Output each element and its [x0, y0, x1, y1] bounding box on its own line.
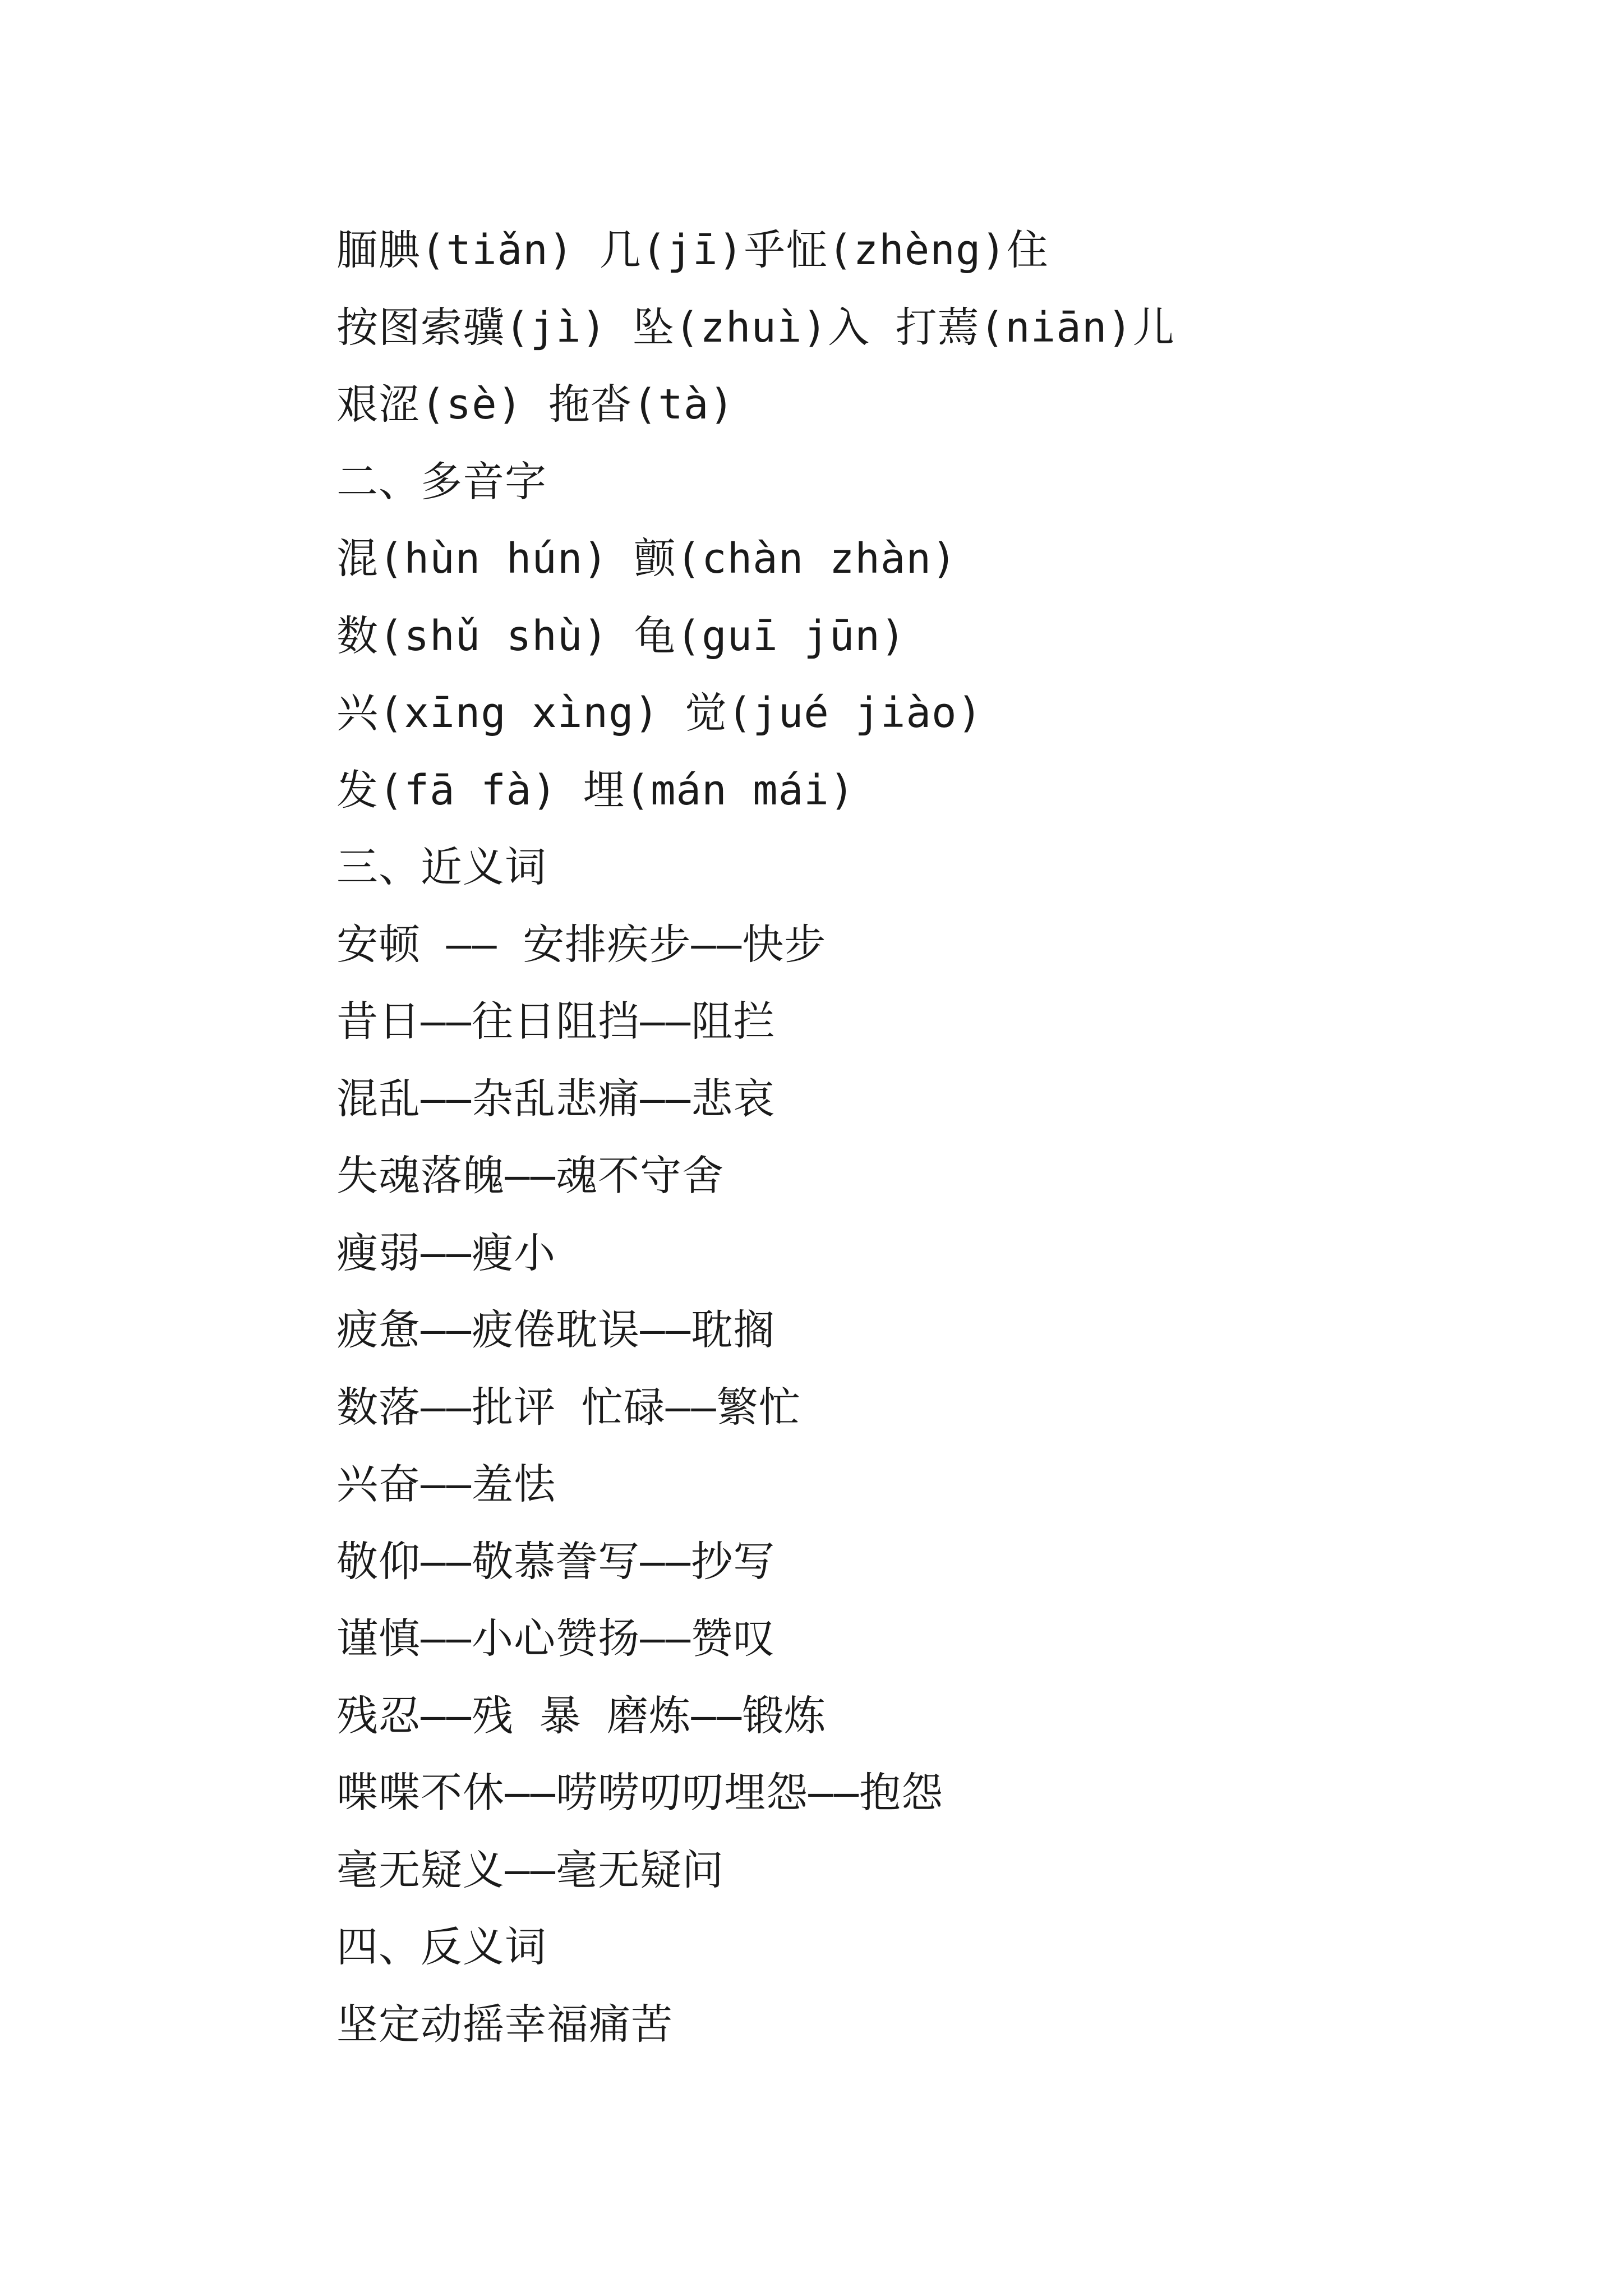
polyphone-line-1: 混(hùn hún) 颤(chàn zhàn)	[336, 535, 957, 583]
pinyin-line-2: 按图索骥(jì) 坠(zhuì)入 打蔫(niān)儿	[336, 303, 1175, 352]
synonym-line-8: 兴奋——羞怯	[336, 1460, 556, 1508]
synonym-line-5: 瘦弱——瘦小	[336, 1228, 556, 1277]
pinyin-line-1: 腼腆(tiǎn) 几(jī)乎怔(zhèng)住	[336, 226, 1049, 274]
pinyin-line-3: 艰涩(sè) 拖沓(tà)	[336, 380, 735, 429]
synonym-line-6: 疲惫——疲倦耽误——耽搁	[336, 1306, 776, 1354]
synonym-line-11: 残忍——残 暴 磨炼——锻炼	[336, 1691, 827, 1740]
synonym-line-12: 喋喋不休——唠唠叨叨埋怨——抱怨	[336, 1769, 944, 1817]
polyphone-line-4: 发(fā fà) 埋(mán mái)	[336, 766, 855, 815]
section-heading-synonyms: 三、近义词	[336, 843, 547, 891]
section-heading-polyphones: 二、多音字	[336, 457, 547, 506]
section-heading-antonyms: 四、反义词	[336, 1923, 547, 1971]
polyphone-line-2: 数(shǔ shù) 龟(guī jūn)	[336, 611, 906, 660]
synonym-line-13: 毫无疑义——毫无疑问	[336, 1846, 725, 1894]
synonym-line-10: 谨慎——小心赞扬——赞叹	[336, 1614, 776, 1663]
synonym-line-3: 混乱——杂乱悲痛——悲哀	[336, 1074, 776, 1123]
synonym-line-1: 安顿 —— 安排疾步——快步	[336, 920, 827, 969]
synonym-line-9: 敬仰——敬慕誊写——抄写	[336, 1537, 776, 1586]
synonym-line-2: 昔日——往日阻挡——阻拦	[336, 997, 776, 1046]
polyphone-line-3: 兴(xīng xìng) 觉(jué jiào)	[336, 689, 983, 737]
synonym-line-7: 数落——批评 忙碌——繁忙	[336, 1383, 801, 1432]
synonym-line-4: 失魂落魄——魂不守舍	[336, 1152, 725, 1200]
antonym-line-1: 坚定动摇幸福痛苦	[336, 2000, 673, 2049]
document-body	[336, 212, 1514, 2063]
